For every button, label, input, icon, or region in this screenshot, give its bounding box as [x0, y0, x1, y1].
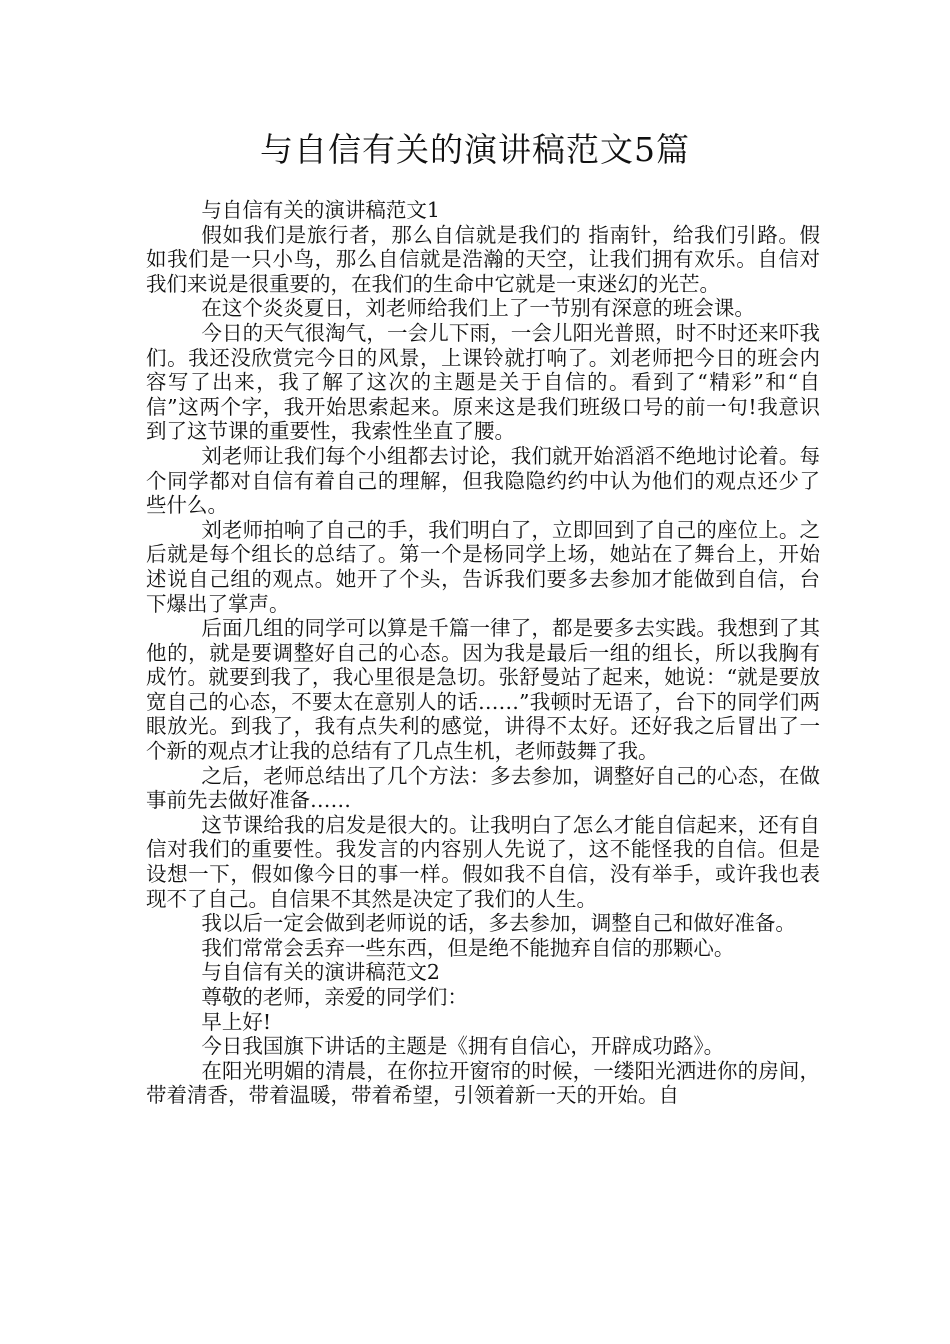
document-body: [146, 198, 820, 1108]
paragraph: 假如我们是旅行者，那么自信就是我们的 指南针，给我们引路。假如我们是一只小鸟，那么自信就是浩瀚的天空，让我们拥有欢乐。自信对我们来说是很重要的，在我们的生命中它就是一束迷幻的光芒。: [146, 222, 820, 296]
salutation: 尊敬的老师，亲爱的同学们：: [201, 985, 468, 1009]
paragraph: 后面几组的同学可以算是千篇一律了，都是要多去实践。我想到了其他的，就是要调整好自己的心态。因为我是最后一组的组长，所以我胸有成竹。就要到我了，我心里很是急切。张舒曼站了起来，她说：“就是要放宽自己的心态，不要太在意别人的话……”我顿时无语了，台下的同学们两眼放光。到我了，我有点失利的感觉，讲得不太好。还好我之后冒出了一个新的观点才让我的总结有了几点生机，老师鼓舞了我。: [146, 616, 820, 764]
paragraph: 我们常常会丢弃一些东西，但是绝不能抛弃自信的那颗心。: [201, 935, 735, 960]
greeting: 早上好!: [201, 1009, 272, 1034]
paragraph: 这节课给我的启发是很大的。让我明白了怎么才能自信起来，还有自信对我们的重要性。我发言的内容别人先说了，这不能怪我的自信。但是设想一下，假如像今日的事一样。假如我不自信，没有举手，或许我也表现不了自己。自信果不其然是决定了我们的人生。: [146, 812, 820, 911]
paragraph: 我以后一定会做到老师说的话，多去参加，调整自己和做好准备。: [201, 911, 796, 936]
paragraph: 今日我国旗下讲话的主题是《拥有自信心，开辟成功路》。: [201, 1034, 725, 1059]
paragraph: 今日的天气很淘气，一会儿下雨，一会儿阳光普照，时不时还来吓我们。我还没欣赏完今日的风景，上课铃就打响了。刘老师把今日的班会内容写了出来，我了解了这次的主题是关于自信的。看到了“精彩”和“自信”这两个字，我开始思索起来。原来这是我们班级口号的前一句!我意识到了这节课的重要性，我索性坐直了腰。: [146, 320, 820, 444]
paragraph: 刘老师拍响了自己的手，我们明白了，立即回到了自己的座位上。之后就是每个组长的总结了。第一个是杨同学上场，她站在了舞台上，开始述说自己组的观点。她开了个头，告诉我们要多去参加才能做到自信，台下爆出了掌声。: [146, 517, 820, 616]
paragraph: 刘老师让我们每个小组都去讨论，我们就开始滔滔不绝地讨论着。每个同学都对自信有着自己的理解，但我隐隐约约中认为他们的观点还少了些什么。: [146, 443, 820, 518]
document-title: 与自信有关的演讲稿范文5篇: [260, 130, 690, 169]
paragraph: 在阳光明媚的清晨，在你拉开窗帘的时候，一缕阳光洒进你的房间，带着清香，带着温暖，带着希望，引领着新一天的开始。自: [146, 1058, 820, 1108]
paragraph: 之后，老师总结出了几个方法：多去参加，调整好自己的心态，在做事前先去做好准备……: [146, 763, 820, 813]
section-heading-2: 与自信有关的演讲稿范文2: [201, 960, 440, 985]
section-heading-1: 与自信有关的演讲稿范文1: [201, 198, 440, 222]
paragraph: 在这个炎炎夏日，刘老师给我们上了一节别有深意的班会课。: [201, 296, 755, 321]
